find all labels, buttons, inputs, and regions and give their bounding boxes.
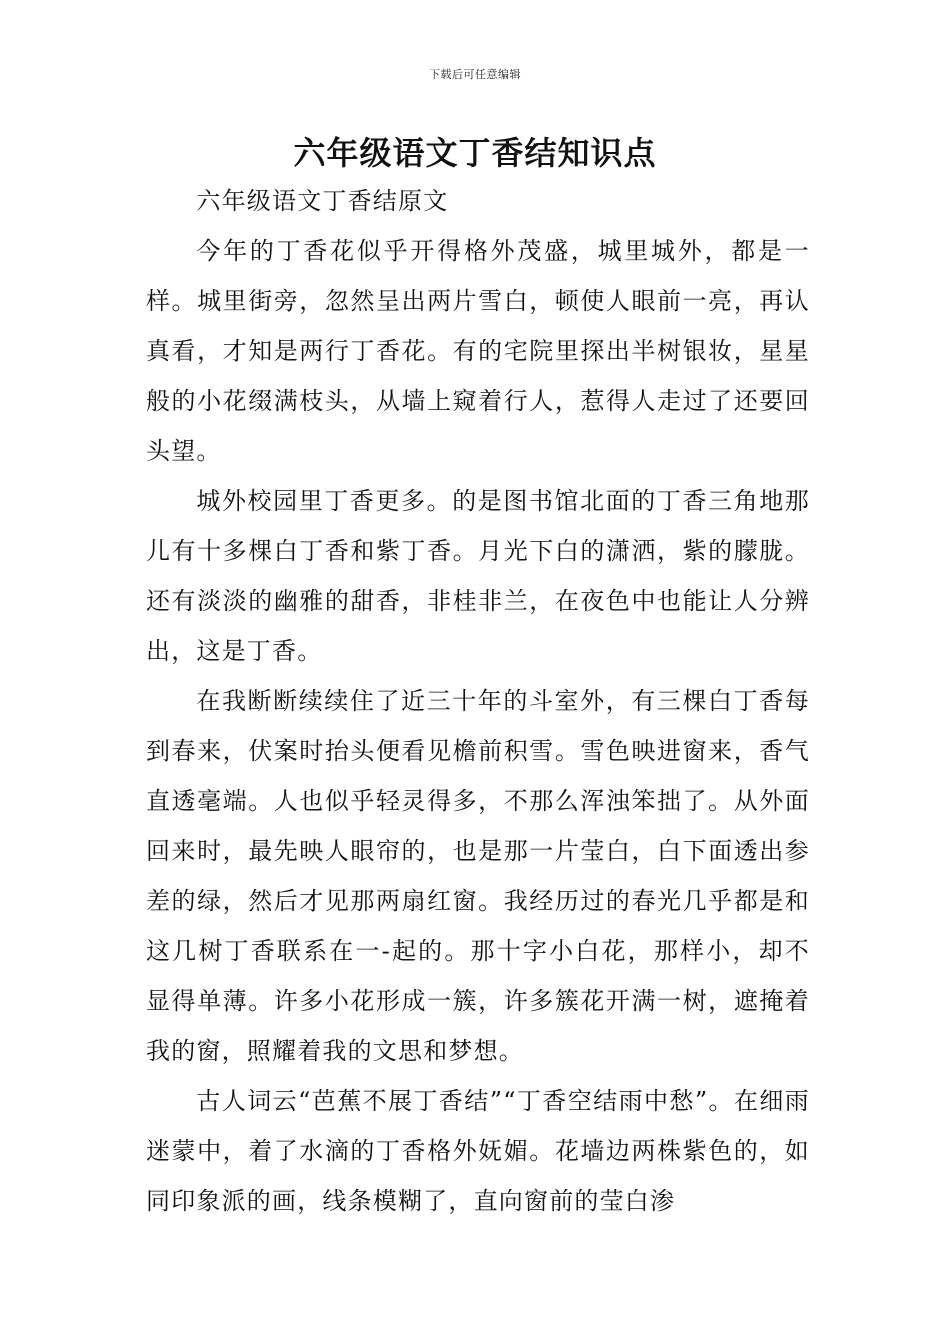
paragraph: 古人词云“芭蕉不展丁香结”“丁香空结雨中愁”。在细雨迷蒙中，着了水滴的丁香格外妩媚。花墙边两株紫色的，如同印象派的画，线条模糊了，直向窗前的莹白渗 (146, 1087, 810, 1215)
paragraph: 城外校园里丁香更多。的是图书馆北面的丁香三角地那儿有十多棵白丁香和紫丁香。月光下白的潇洒，紫的朦胧。还有淡淡的幽雅的甜香，非桂非兰，在夜色中也能让人分辨出，这是丁香。 (146, 487, 810, 665)
paragraph: 今年的丁香花似乎开得格外茂盛，城里城外，都是一样。城里街旁，忽然呈出两片雪白，顿使人眼前一亮，再认真看，才知是两行丁香花。有的宅院里探出半树银妆，星星般的小花缀满枝头，从墙上窥着行人，惹得人走过了还要回头望。 (146, 237, 810, 465)
page-title: 六年级语文丁香结知识点 (293, 134, 657, 172)
paragraph: 在我断断续续住了近三十年的斗室外，有三棵白丁香每到春来，伏案时抬头便看见檐前积雪。雪色映进窗来，香气直透毫端。人也似乎轻灵得多，不那么浑浊笨拙了。从外面回来时，最先映人眼帘的，也是那一片莹白，白下面透出参差的绿，然后才见那两扇红窗。我经历过的春光几乎都是和这几树丁香联系在一-起的。那十字小白花，那样小，却不显得单薄。许多小花形成一簇，许多簇花开满一树，遮掩着我的窗，照耀着我的文思和梦想。 (146, 687, 810, 1065)
header-note: 下载后可任意编辑 (429, 68, 521, 81)
paragraph-subtitle: 六年级语文丁香结原文 (196, 187, 449, 215)
document-body (146, 176, 810, 1226)
